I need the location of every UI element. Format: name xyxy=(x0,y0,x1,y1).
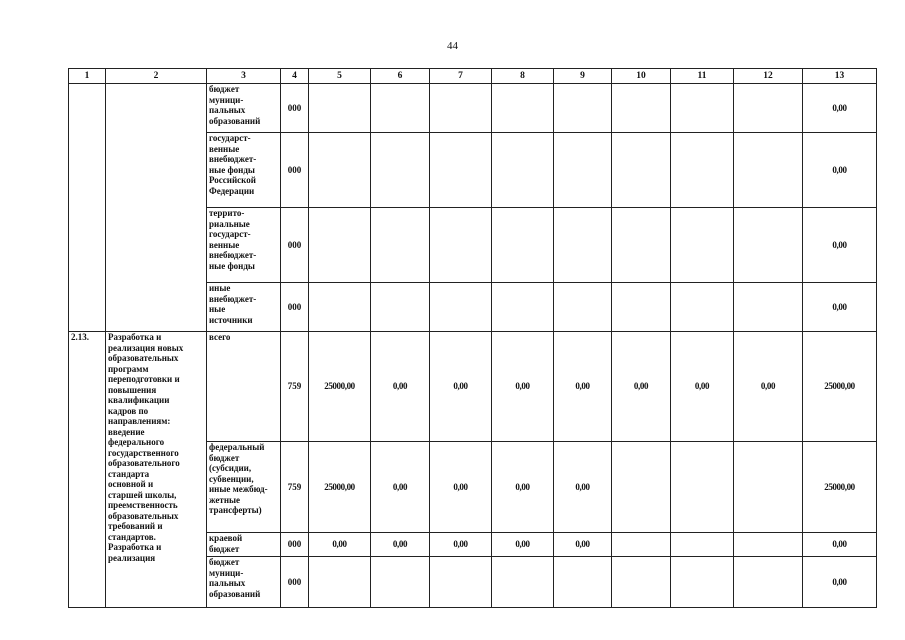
value-cell: 0,00 xyxy=(371,533,430,557)
funding-source-line: внебюджет- xyxy=(209,250,257,260)
header-row xyxy=(69,69,877,84)
code-cell: 000 xyxy=(281,557,309,608)
value-cell xyxy=(671,208,734,283)
funding-source-line: краевой xyxy=(209,533,243,543)
funding-source-line: Российской xyxy=(209,175,256,185)
funding-source-line: Федерации xyxy=(209,185,255,196)
col-header: 4 xyxy=(281,69,309,84)
funding-source-cell xyxy=(207,84,281,133)
value-cell xyxy=(430,133,492,208)
funding-source-line: ные xyxy=(209,304,226,314)
funding-source-line: источники xyxy=(209,314,253,325)
value-cell: 0,00 xyxy=(430,533,492,557)
item-description-line: государственного xyxy=(108,447,179,458)
value-cell xyxy=(612,133,671,208)
value-cell xyxy=(612,442,671,533)
funding-source-line: государст- xyxy=(209,229,251,239)
item-description-line: требований и xyxy=(108,521,163,531)
col-header: 8 xyxy=(492,69,554,84)
funding-source-line: жетные xyxy=(209,494,241,505)
value-cell xyxy=(492,133,554,208)
value-cell: 0,00 xyxy=(492,442,554,533)
item-description-line: федерального xyxy=(108,437,165,447)
col-header: 7 xyxy=(430,69,492,84)
value-cell xyxy=(371,283,430,332)
value-cell: 0,00 xyxy=(803,84,877,133)
funding-source-line: (субсидии, xyxy=(209,463,252,473)
col-header: 12 xyxy=(734,69,803,84)
item-description-line: реализация новых xyxy=(108,342,184,353)
value-cell xyxy=(671,84,734,133)
funding-source-line: венные xyxy=(209,143,240,154)
funding-source-cell xyxy=(207,533,281,557)
col-header: 13 xyxy=(803,69,877,84)
funding-source-line: бюджет xyxy=(209,543,240,554)
value-cell: 0,00 xyxy=(371,442,430,533)
item-description-line: программ xyxy=(108,363,149,374)
value-cell xyxy=(371,208,430,283)
code-cell: 000 xyxy=(281,533,309,557)
value-cell xyxy=(309,133,371,208)
table-row xyxy=(69,84,877,133)
funding-source-cell xyxy=(207,557,281,608)
funding-source-cell xyxy=(207,133,281,208)
value-cell: 0,00 xyxy=(803,533,877,557)
value-cell xyxy=(430,208,492,283)
value-cell xyxy=(671,133,734,208)
value-cell xyxy=(309,283,371,332)
item-description-line: переподготовки и xyxy=(108,374,180,384)
value-cell: 0,00 xyxy=(309,533,371,557)
value-cell xyxy=(554,133,612,208)
code-cell: 000 xyxy=(281,208,309,283)
code-cell: 759 xyxy=(281,442,309,533)
funding-source-line: субвенции, xyxy=(209,473,254,484)
value-cell xyxy=(554,557,612,608)
funding-source-line: всего xyxy=(209,332,231,342)
item-description-line: квалификации xyxy=(108,395,170,405)
col-header: 2 xyxy=(106,69,207,84)
funding-source-cell xyxy=(207,442,281,533)
item-description-line: образовательных xyxy=(108,353,179,363)
page-number: 44 xyxy=(447,40,458,52)
value-cell: 0,00 xyxy=(492,332,554,442)
value-cell: 25000,00 xyxy=(803,332,877,442)
funding-source-line: муници- xyxy=(209,567,244,578)
value-cell: 0,00 xyxy=(430,332,492,442)
value-cell: 0,00 xyxy=(734,332,803,442)
item-description-line: повышения xyxy=(108,384,157,395)
value-cell xyxy=(371,557,430,608)
value-cell xyxy=(554,208,612,283)
item-description-cell xyxy=(106,332,207,608)
value-cell xyxy=(734,133,803,208)
value-cell: 0,00 xyxy=(554,332,612,442)
value-cell xyxy=(309,84,371,133)
value-cell xyxy=(671,283,734,332)
item-description-line: направлениям: xyxy=(108,416,171,426)
value-cell xyxy=(430,84,492,133)
value-cell: 25000,00 xyxy=(309,442,371,533)
funding-source-line: риальные xyxy=(209,218,250,229)
value-cell: 25000,00 xyxy=(309,332,371,442)
value-cell xyxy=(671,557,734,608)
item-description-line: кадров по xyxy=(108,405,149,416)
value-cell xyxy=(612,283,671,332)
value-cell xyxy=(371,84,430,133)
funding-source-line: ные фонды xyxy=(209,260,255,271)
value-cell: 0,00 xyxy=(803,557,877,608)
col-header: 5 xyxy=(309,69,371,84)
value-cell xyxy=(612,557,671,608)
funding-source-line: венные xyxy=(209,239,240,250)
value-cell: 0,00 xyxy=(612,332,671,442)
value-cell: 0,00 xyxy=(430,442,492,533)
col-header: 10 xyxy=(612,69,671,84)
prev-item-description-cell xyxy=(106,84,207,332)
value-cell xyxy=(734,442,803,533)
item-description-line: образовательного xyxy=(108,458,180,468)
funding-source-line: государст- xyxy=(209,133,251,143)
table-row xyxy=(69,332,877,442)
item-description-line: Разработка и xyxy=(108,332,162,342)
value-cell xyxy=(554,283,612,332)
funding-source-line: внебюджет- xyxy=(209,154,257,164)
value-cell: 0,00 xyxy=(803,283,877,332)
value-cell: 0,00 xyxy=(554,533,612,557)
code-cell: 000 xyxy=(281,84,309,133)
code-cell: 000 xyxy=(281,283,309,332)
value-cell xyxy=(734,533,803,557)
value-cell xyxy=(430,557,492,608)
funding-source-line: федеральный xyxy=(209,442,265,452)
funding-source-line: террито- xyxy=(209,208,245,218)
value-cell xyxy=(430,283,492,332)
code-cell: 000 xyxy=(281,133,309,208)
value-cell: 0,00 xyxy=(671,332,734,442)
value-cell xyxy=(612,208,671,283)
funding-source-line: муници- xyxy=(209,94,244,105)
col-header: 1 xyxy=(69,69,106,84)
funding-source-line: пальных xyxy=(209,578,246,588)
funding-source-line: трансферты) xyxy=(209,505,262,515)
prev-item-number-cell xyxy=(69,84,106,332)
funding-source-cell xyxy=(207,332,281,442)
item-description-line: реализация xyxy=(108,552,156,563)
value-cell xyxy=(671,442,734,533)
col-header: 11 xyxy=(671,69,734,84)
col-header: 3 xyxy=(207,69,281,84)
value-cell: 0,00 xyxy=(803,133,877,208)
code-cell: 759 xyxy=(281,332,309,442)
value-cell xyxy=(734,84,803,133)
item-description-line: основной и xyxy=(108,479,154,489)
funding-source-line: бюджет xyxy=(209,452,240,463)
item-number-cell: 2.13. xyxy=(69,332,106,608)
value-cell: 0,00 xyxy=(371,332,430,442)
item-description-line: преемственность xyxy=(108,500,178,510)
item-description-line: стандарта xyxy=(108,468,150,479)
value-cell: 0,00 xyxy=(803,208,877,283)
item-description-line: стандартов. xyxy=(108,531,156,542)
value-cell: 0,00 xyxy=(554,442,612,533)
value-cell xyxy=(554,84,612,133)
value-cell xyxy=(492,208,554,283)
value-cell xyxy=(612,533,671,557)
budget-table xyxy=(68,68,877,608)
value-cell xyxy=(492,283,554,332)
funding-source-line: бюджет xyxy=(209,557,240,567)
funding-source-line: иные xyxy=(209,283,231,293)
table-body xyxy=(69,84,877,608)
funding-source-line: внебюджет- xyxy=(209,293,257,304)
value-cell xyxy=(671,533,734,557)
value-cell: 25000,00 xyxy=(803,442,877,533)
value-cell xyxy=(309,557,371,608)
funding-source-line: иные межбюд- xyxy=(209,484,268,494)
funding-source-line: бюджет xyxy=(209,84,240,94)
value-cell xyxy=(371,133,430,208)
funding-source-line: пальных xyxy=(209,105,246,115)
col-header: 9 xyxy=(554,69,612,84)
value-cell xyxy=(492,557,554,608)
funding-source-line: ные фонды xyxy=(209,164,255,175)
funding-source-line: образований xyxy=(209,115,261,126)
value-cell xyxy=(309,208,371,283)
item-description-line: Разработка и xyxy=(108,542,162,552)
item-description-line: образовательных xyxy=(108,510,179,521)
value-cell xyxy=(734,208,803,283)
value-cell: 0,00 xyxy=(492,533,554,557)
value-cell xyxy=(492,84,554,133)
item-description-line: старшей школы, xyxy=(108,489,177,500)
value-cell xyxy=(612,84,671,133)
funding-source-cell xyxy=(207,283,281,332)
value-cell xyxy=(734,557,803,608)
item-description-line: введение xyxy=(108,426,145,437)
funding-source-line: образований xyxy=(209,588,261,599)
value-cell xyxy=(734,283,803,332)
col-header: 6 xyxy=(371,69,430,84)
funding-source-cell xyxy=(207,208,281,283)
